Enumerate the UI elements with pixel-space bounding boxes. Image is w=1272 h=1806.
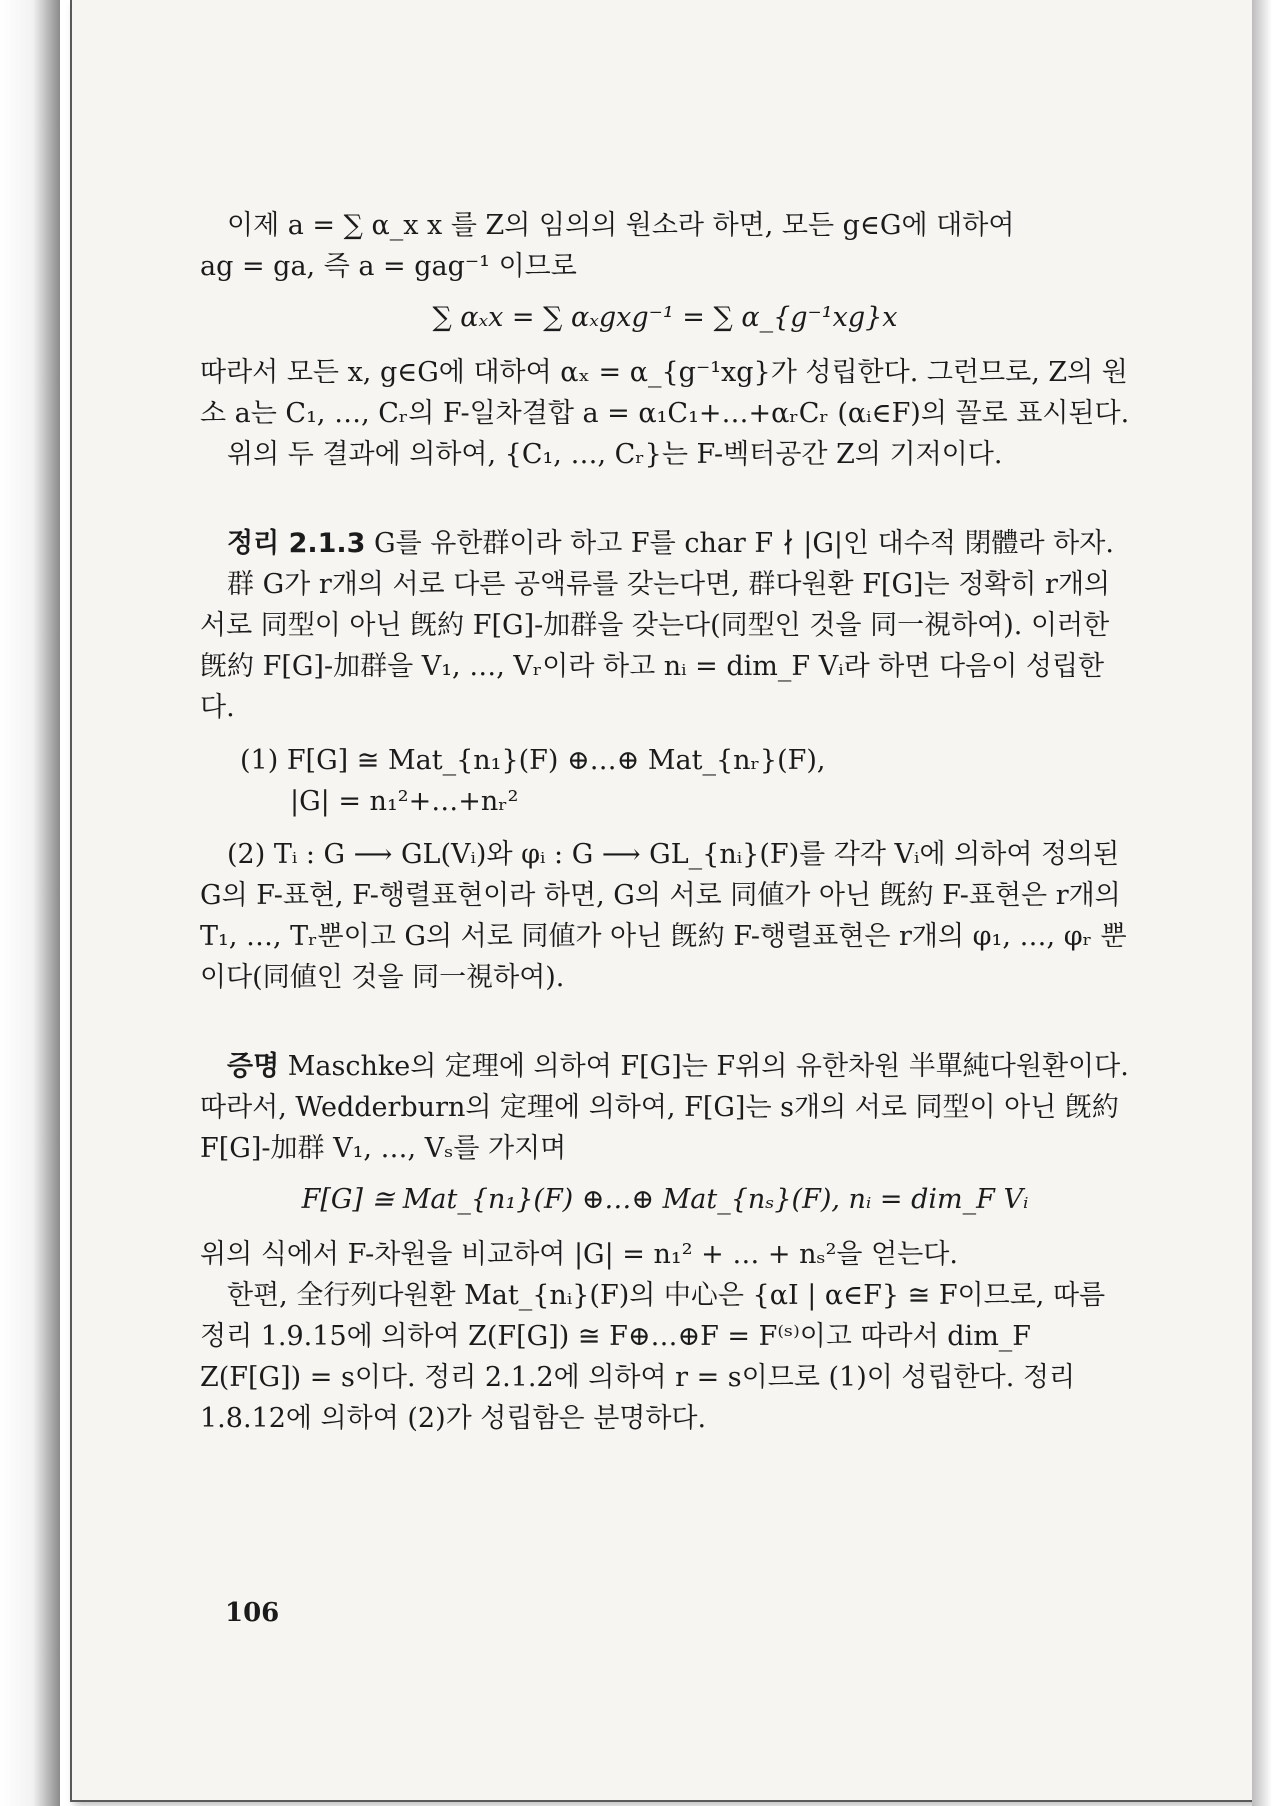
proof-p3: 한편, 全行列다원환 Mat_{nᵢ}(F)의 中心은 {αI | α∈F} ≅ F이므로, 따름정리 1.9.15에 의하여 Z(F[G]) ≅ F⊕…⊕F = F⁽ˢ⁾이고 따라서 dim_F Z(F[G]) = s이다. 정리 2.1.2에 의하여 r = s이므로 (1)이 성립한다. 정리 1.8.12에 의하여 (2)가 성립함은 분명하다.	[200, 1280, 1106, 1434]
proof-p1: Maschke의 定理에 의하여 F[G]는 F위의 유한차원 半單純다원환이다. 따라서, Wedderburn의 定理에 의하여, F[G]는 s개의 서로 同型이 아닌 旣約 F[G]-加群 V₁, …, Vₛ를 가지며	[200, 1051, 1129, 1164]
proof-p2: 위의 식에서 F-차원을 비교하여 |G| = n₁² + … + nₛ²을 얻는다.	[200, 1239, 958, 1270]
page-content	[200, 205, 1130, 1439]
theorem-label: 정리 2.1.3	[227, 528, 366, 559]
proof-label: 증명	[227, 1051, 280, 1082]
page-edge-left	[0, 0, 60, 1806]
paragraph-intro: 이제 a = ∑ α_x x 를 Z의 임의의 원소라 하면, 모든 g∈G에 대하여	[227, 210, 1015, 241]
theorem-intro-block	[200, 523, 1130, 564]
theorem-intro: G를 유한群이라 하고 F를 char F ∤ |G|인 대수적 閉體라 하자.	[374, 528, 1114, 559]
paragraph-intro-cont: ag = ga, 즉 a = gag⁻¹ 이므로	[200, 251, 577, 282]
page-edge-right	[1252, 0, 1272, 1806]
theorem-item-1b: |G| = n₁²+…+nᵣ²	[290, 786, 519, 817]
proof-block	[200, 1046, 1130, 1169]
paragraph-basis: 위의 두 결과에 의하여, {C₁, …, Cᵣ}는 F-벡터공간 Z의 기저이다.	[227, 439, 1003, 470]
theorem-body: 群 G가 r개의 서로 다른 공액류를 갖는다면, 群다원환 F[G]는 정확히 r개의 서로 同型이 아닌 旣約 F[G]-加群을 갖는다(同型인 것을 同一視하여). 이러한 旣約 F[G]-加群을 V₁, …, Vᵣ이라 하고 nᵢ = dim_F Vᵢ라 하면 다음이 성립한다.	[200, 569, 1111, 723]
paragraph-conclusion: 따라서 모든 x, g∈G에 대하여 αₓ = α_{g⁻¹xg}가 성립한다. 그런므로, Z의 원소 a는 C₁, …, Cᵣ의 F-일차결합 a = α₁C₁+…+αᵣCᵣ (αᵢ∈F)의 꼴로 표시된다.	[200, 357, 1130, 429]
theorem-item-1a: (1) F[G] ≅ Mat_{n₁}(F) ⊕…⊕ Mat_{nᵣ}(F),	[240, 745, 826, 776]
formula-sum: ∑ αₓx = ∑ αₓgxg⁻¹ = ∑ α_{g⁻¹xg}x	[432, 302, 898, 333]
page-number: 106	[225, 1598, 280, 1628]
proof-formula: F[G] ≅ Mat_{n₁}(F) ⊕…⊕ Mat_{nₛ}(F), nᵢ = dim_F Vᵢ	[301, 1184, 1029, 1215]
theorem-item-2: (2) Tᵢ : G ⟶ GL(Vᵢ)와 φᵢ : G ⟶ GL_{nᵢ}(F)를 각각 Vᵢ에 의하여 정의된 G의 F-표현, F-행렬표현이라 하면, G의 서로 同値가 아닌 旣約 F-표현은 r개의 T₁, …, Tᵣ뿐이고 G의 서로 同値가 아닌 旣約 F-행렬표현은 r개의 φ₁, …, φᵣ 뿐이다(同値인 것을 同一視하여).	[200, 839, 1127, 993]
